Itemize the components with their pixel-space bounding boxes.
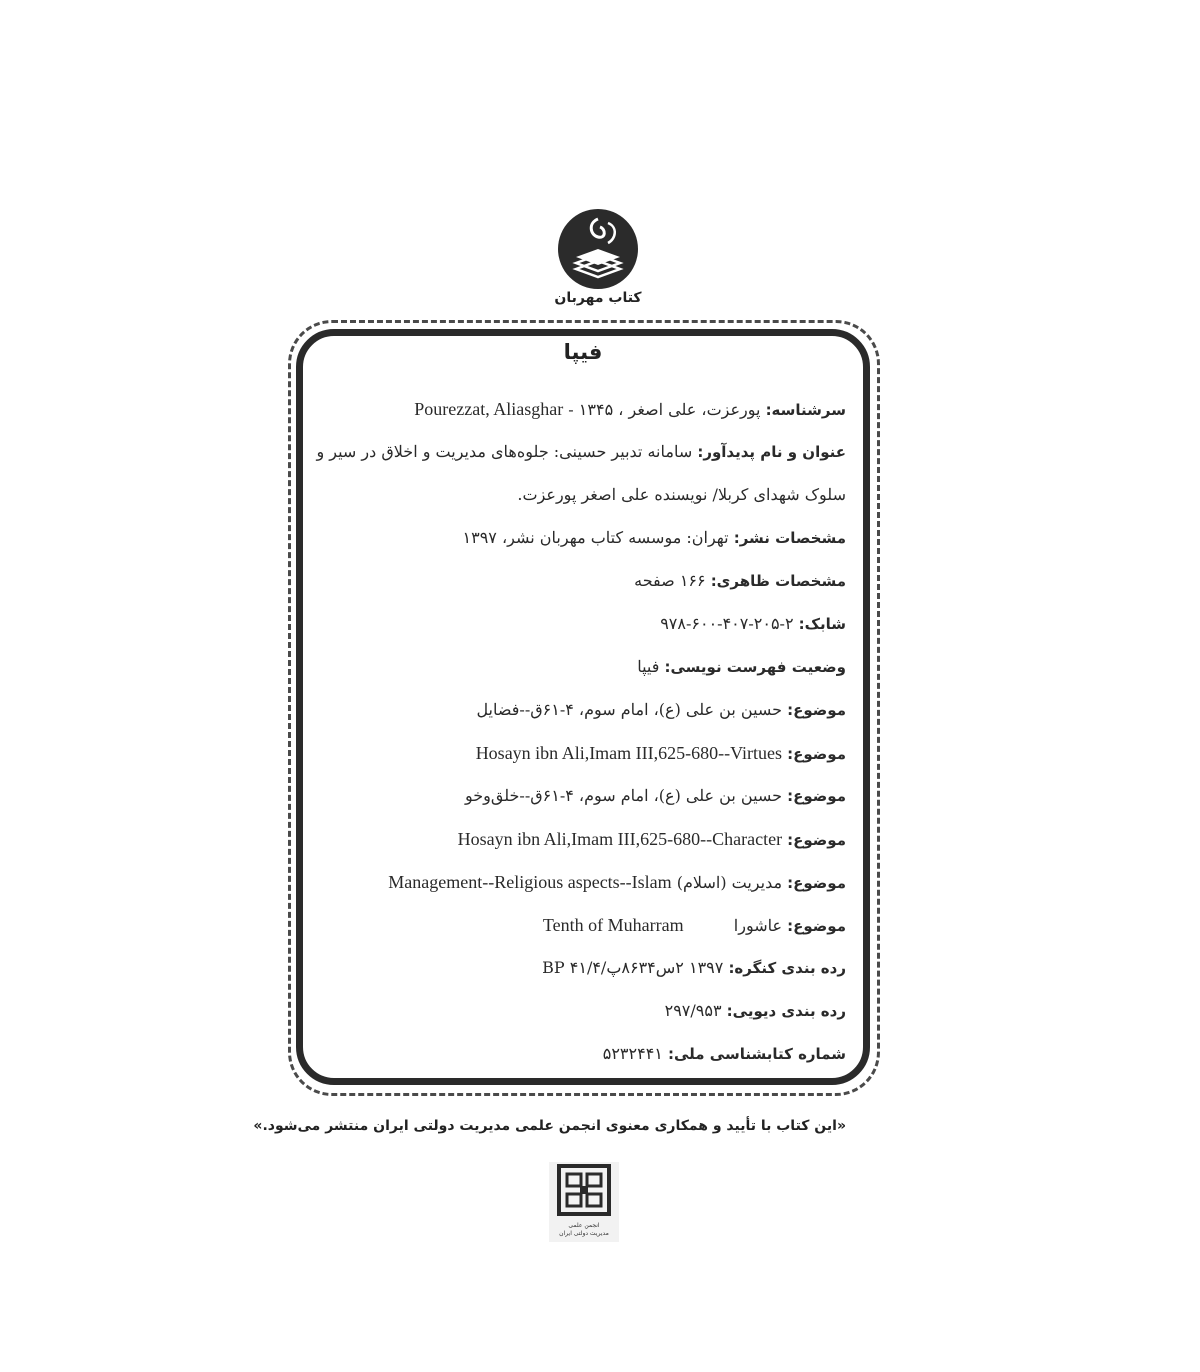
entry-value: ۲-۲۰۵-۴۰۷-۶۰۰-۹۷۸ (660, 614, 794, 633)
cip-entry-subject (310, 865, 846, 908)
entry-label: رده بندی دیویی: (726, 1002, 846, 1020)
entry-value: سلوک شهدای کربلا/ نویسنده علی اصغر پورعزت. (517, 485, 846, 504)
entry-label: شماره کتابشناسی ملی: (667, 1045, 846, 1063)
entry-label: موضوع: (787, 831, 846, 849)
entry-value: ۲۹۷/۹۵۳ (664, 1001, 722, 1020)
entry-value: ۱۳۹۷ ۲س۸۶۳۴پ/۴۱/۴ BP (542, 958, 724, 977)
entry-value: پورعزت، علی اصغر ، ۱۳۴۵ - (563, 400, 761, 419)
entry-latin: Management--Religious aspects--Islam (388, 872, 672, 892)
entry-value: فیپا (637, 657, 660, 676)
entry-label: عنوان و نام پدیدآور: (697, 443, 846, 461)
cip-entry-dewey-classification (310, 994, 846, 1037)
publisher-emblem-icon (548, 205, 648, 300)
entry-value: حسین بن علی (ع)، امام سوم، ۴-۶۱ق--فضایل (476, 700, 783, 719)
entry-latin: Hosayn ibn Ali,Imam III,625-680--Character (457, 829, 783, 849)
entry-label: رده بندی کنگره: (728, 959, 846, 977)
entry-value: حسین بن علی (ع)، امام سوم، ۴-۶۱ق--خلق‌وخو (465, 786, 783, 805)
cip-entry-subject (310, 779, 846, 822)
entry-label: موضوع: (787, 745, 846, 763)
cip-entry-national-bibliography-number (310, 1037, 846, 1080)
entry-latin: Tenth of Muharram (542, 915, 684, 935)
cip-entries (310, 392, 846, 1080)
endorsement-note: «این کتاب با تأیید و همکاری معنوی انجمن علمی مدیریت دولتی ایران منتشر می‌شود.» (253, 1118, 846, 1134)
cip-entry-physical (310, 564, 846, 607)
cip-entry-author (310, 392, 846, 435)
cip-entry-subject (310, 736, 846, 779)
cip-entry-title-continued (310, 478, 846, 521)
entry-label: سرشناسه: (765, 401, 846, 419)
association-caption (549, 1222, 619, 1238)
entry-label: وضعیت فهرست نویسی: (664, 658, 846, 676)
cip-entry-title (310, 435, 846, 478)
entry-value: ۵۲۳۲۴۴۱ (602, 1044, 663, 1063)
entry-label: شابک: (798, 615, 846, 633)
entry-label: موضوع: (787, 701, 846, 719)
entry-value: عاشورا (733, 916, 783, 935)
cip-entry-subject (310, 693, 846, 736)
entry-label: مشخصات ظاهری: (710, 572, 846, 590)
entry-latin: Pourezzat, Aliasghar (414, 399, 564, 419)
association-caption-line1: انجمن علمی (568, 1222, 600, 1229)
entry-label: مشخصات نشر: (733, 529, 846, 547)
entry-value: ۱۶۶ صفحه (634, 571, 706, 590)
entry-label: موضوع: (787, 917, 846, 935)
cip-entry-subject (310, 908, 846, 951)
cip-entry-lc-classification (310, 951, 846, 994)
cip-entry-publication (310, 521, 846, 564)
entry-value: تهران: موسسه کتاب مهربان نشر، ۱۳۹۷ (462, 528, 729, 547)
cip-entry-cataloging-status (310, 650, 846, 693)
cip-entry-subject (310, 822, 846, 865)
entry-value: مدیریت (اسلام) (676, 873, 783, 892)
entry-latin: Hosayn ibn Ali,Imam III,625-680--Virtues (475, 743, 783, 763)
publisher-name: کتاب مهربان (554, 290, 642, 306)
association-caption-line2: مدیریت دولتی ایران (559, 1230, 609, 1237)
entry-label: موضوع: (787, 787, 846, 805)
entry-value: سامانه تدبیر حسینی: جلوه‌های مدیریت و اخلاق در سیر و (316, 442, 693, 461)
association-emblem-icon (549, 1162, 619, 1222)
entry-label: موضوع: (787, 874, 846, 892)
cip-entry-isbn (310, 607, 846, 650)
cip-title: فیپا (563, 340, 603, 364)
